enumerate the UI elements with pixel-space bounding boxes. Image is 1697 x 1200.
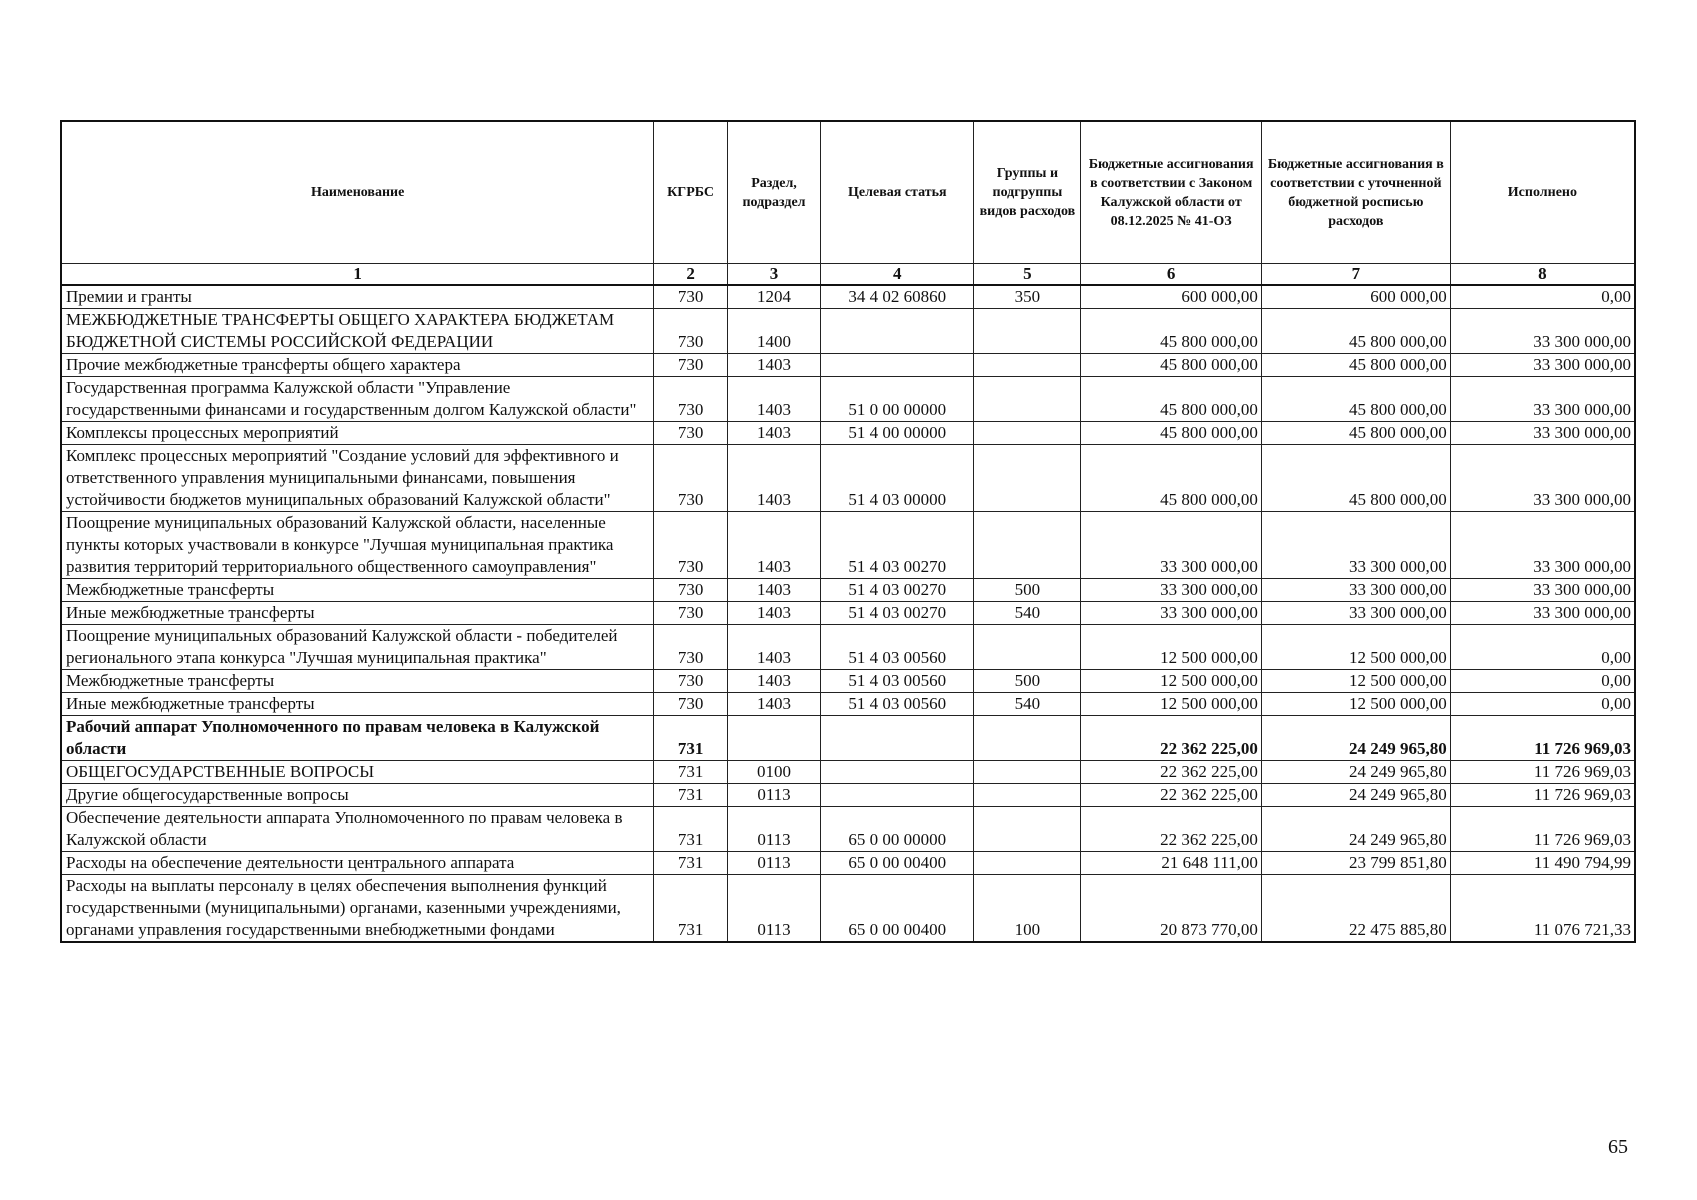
budget-table-container: [60, 120, 1636, 943]
row-group: 540: [974, 693, 1081, 716]
row-name: Расходы на обеспечение деятельности центрального аппарата: [61, 852, 654, 875]
table-row: [61, 875, 1635, 943]
row-target: 65 0 00 00400: [821, 875, 974, 943]
row-section: 1204: [727, 285, 820, 309]
row-refined-amount: 24 249 965,80: [1261, 761, 1450, 784]
table-row: [61, 354, 1635, 377]
header-refined: Бюджетные ассигнования в соответствии с уточненной бюджетной росписью расходов: [1261, 121, 1450, 264]
row-target: 51 4 03 00560: [821, 693, 974, 716]
row-target: [821, 716, 974, 761]
row-section: 0113: [727, 807, 820, 852]
row-target: 51 4 03 00560: [821, 670, 974, 693]
row-refined-amount: 600 000,00: [1261, 285, 1450, 309]
row-done-amount: 33 300 000,00: [1450, 579, 1635, 602]
row-law-amount: 45 800 000,00: [1081, 422, 1261, 445]
row-name: Государственная программа Калужской области "Управление государственными финансами и государственным долгом Калужской области": [61, 377, 654, 422]
table-row: [61, 852, 1635, 875]
column-number: 3: [727, 264, 820, 286]
row-kgrbs: 731: [654, 784, 727, 807]
row-refined-amount: 22 475 885,80: [1261, 875, 1450, 943]
row-done-amount: 11 076 721,33: [1450, 875, 1635, 943]
row-section: 0100: [727, 761, 820, 784]
row-law-amount: 22 362 225,00: [1081, 716, 1261, 761]
row-target: 51 4 03 00270: [821, 602, 974, 625]
row-refined-amount: 24 249 965,80: [1261, 784, 1450, 807]
row-kgrbs: 730: [654, 579, 727, 602]
row-kgrbs: 730: [654, 285, 727, 309]
row-done-amount: 0,00: [1450, 670, 1635, 693]
row-kgrbs: 731: [654, 875, 727, 943]
row-name: Расходы на выплаты персоналу в целях обеспечения выполнения функций государственными (муниципальными) органами, казенными учреждениями, органами управления государственными внебюджетными фондами: [61, 875, 654, 943]
row-target: 34 4 02 60860: [821, 285, 974, 309]
row-law-amount: 12 500 000,00: [1081, 670, 1261, 693]
table-row: [61, 693, 1635, 716]
row-group: [974, 354, 1081, 377]
row-section: 0113: [727, 852, 820, 875]
table-row: [61, 422, 1635, 445]
row-refined-amount: 12 500 000,00: [1261, 693, 1450, 716]
row-group: 500: [974, 670, 1081, 693]
row-done-amount: 11 726 969,03: [1450, 807, 1635, 852]
row-target: 51 0 00 00000: [821, 377, 974, 422]
row-kgrbs: 730: [654, 670, 727, 693]
row-group: [974, 309, 1081, 354]
row-done-amount: 33 300 000,00: [1450, 309, 1635, 354]
row-law-amount: 33 300 000,00: [1081, 602, 1261, 625]
row-group: [974, 377, 1081, 422]
row-target: 65 0 00 00000: [821, 807, 974, 852]
row-refined-amount: 12 500 000,00: [1261, 625, 1450, 670]
row-kgrbs: 730: [654, 354, 727, 377]
row-section: 1403: [727, 445, 820, 512]
row-kgrbs: 730: [654, 512, 727, 579]
row-target: 51 4 00 00000: [821, 422, 974, 445]
row-name: Комплексы процессных мероприятий: [61, 422, 654, 445]
row-group: [974, 784, 1081, 807]
row-law-amount: 21 648 111,00: [1081, 852, 1261, 875]
row-name: Рабочий аппарат Уполномоченного по правам человека в Калужской области: [61, 716, 654, 761]
column-number: 1: [61, 264, 654, 286]
row-name: Премии и гранты: [61, 285, 654, 309]
row-name: Иные межбюджетные трансферты: [61, 693, 654, 716]
row-group: 350: [974, 285, 1081, 309]
row-name: Иные межбюджетные трансферты: [61, 602, 654, 625]
row-kgrbs: 730: [654, 309, 727, 354]
row-name: Обеспечение деятельности аппарата Уполномоченного по правам человека в Калужской области: [61, 807, 654, 852]
row-target: 51 4 03 00000: [821, 445, 974, 512]
header-done: Исполнено: [1450, 121, 1635, 264]
row-done-amount: 33 300 000,00: [1450, 512, 1635, 579]
row-section: 0113: [727, 875, 820, 943]
row-kgrbs: 730: [654, 693, 727, 716]
row-refined-amount: 45 800 000,00: [1261, 377, 1450, 422]
row-section: [727, 716, 820, 761]
row-target: 51 4 03 00270: [821, 579, 974, 602]
header-kgrbs: КГРБС: [654, 121, 727, 264]
table-row: [61, 309, 1635, 354]
row-group: 100: [974, 875, 1081, 943]
row-target: 51 4 03 00270: [821, 512, 974, 579]
row-group: [974, 761, 1081, 784]
row-law-amount: 45 800 000,00: [1081, 354, 1261, 377]
table-body: [61, 285, 1635, 942]
row-name: Поощрение муниципальных образований Калужской области, населенные пункты которых участвовали в конкурсе "Лучшая муниципальная практика развития территорий территориального общественного самоуправления": [61, 512, 654, 579]
row-done-amount: 11 490 794,99: [1450, 852, 1635, 875]
row-kgrbs: 730: [654, 602, 727, 625]
table-row: [61, 445, 1635, 512]
row-target: [821, 784, 974, 807]
row-target: [821, 309, 974, 354]
row-refined-amount: 23 799 851,80: [1261, 852, 1450, 875]
row-law-amount: 12 500 000,00: [1081, 625, 1261, 670]
row-done-amount: 11 726 969,03: [1450, 784, 1635, 807]
row-done-amount: 33 300 000,00: [1450, 445, 1635, 512]
row-kgrbs: 731: [654, 761, 727, 784]
row-name: Поощрение муниципальных образований Калужской области - победителей регионального этапа конкурса "Лучшая муниципальная практика": [61, 625, 654, 670]
table-row: [61, 716, 1635, 761]
row-refined-amount: 33 300 000,00: [1261, 579, 1450, 602]
row-refined-amount: 45 800 000,00: [1261, 354, 1450, 377]
row-kgrbs: 731: [654, 852, 727, 875]
row-refined-amount: 45 800 000,00: [1261, 445, 1450, 512]
row-done-amount: 0,00: [1450, 625, 1635, 670]
row-name: Межбюджетные трансферты: [61, 579, 654, 602]
row-name: Другие общегосударственные вопросы: [61, 784, 654, 807]
row-name: Комплекс процессных мероприятий "Создание условий для эффективного и ответственного управления муниципальными финансами, повышения устойчивости бюджетов муниципальных образований Калужской области": [61, 445, 654, 512]
row-section: 1403: [727, 512, 820, 579]
page-number: 65: [1608, 1136, 1628, 1158]
row-name: Межбюджетные трансферты: [61, 670, 654, 693]
row-done-amount: 33 300 000,00: [1450, 422, 1635, 445]
column-number: 8: [1450, 264, 1635, 286]
column-number: 2: [654, 264, 727, 286]
row-refined-amount: 24 249 965,80: [1261, 807, 1450, 852]
header-section: Раздел, подраздел: [727, 121, 820, 264]
row-refined-amount: 45 800 000,00: [1261, 422, 1450, 445]
row-law-amount: 12 500 000,00: [1081, 693, 1261, 716]
row-group: [974, 512, 1081, 579]
row-kgrbs: 730: [654, 422, 727, 445]
row-section: 1403: [727, 625, 820, 670]
column-number: 5: [974, 264, 1081, 286]
row-section: 1403: [727, 354, 820, 377]
row-done-amount: 0,00: [1450, 693, 1635, 716]
table-row: [61, 670, 1635, 693]
row-name: МЕЖБЮДЖЕТНЫЕ ТРАНСФЕРТЫ ОБЩЕГО ХАРАКТЕРА БЮДЖЕТАМ БЮДЖЕТНОЙ СИСТЕМЫ РОССИЙСКОЙ ФЕДЕРАЦИИ: [61, 309, 654, 354]
row-section: 1403: [727, 693, 820, 716]
row-refined-amount: 45 800 000,00: [1261, 309, 1450, 354]
row-group: [974, 852, 1081, 875]
row-section: 1403: [727, 670, 820, 693]
row-kgrbs: 731: [654, 807, 727, 852]
row-section: 1403: [727, 422, 820, 445]
row-kgrbs: 730: [654, 625, 727, 670]
row-law-amount: 33 300 000,00: [1081, 579, 1261, 602]
row-done-amount: 33 300 000,00: [1450, 377, 1635, 422]
budget-table: [60, 120, 1636, 943]
table-row: [61, 784, 1635, 807]
row-group: [974, 716, 1081, 761]
table-row: [61, 761, 1635, 784]
row-law-amount: 45 800 000,00: [1081, 377, 1261, 422]
row-group: [974, 445, 1081, 512]
header-row: [61, 121, 1635, 264]
column-number: 6: [1081, 264, 1261, 286]
table-row: [61, 807, 1635, 852]
row-done-amount: 11 726 969,03: [1450, 761, 1635, 784]
table-row: [61, 285, 1635, 309]
row-law-amount: 22 362 225,00: [1081, 807, 1261, 852]
row-target: 51 4 03 00560: [821, 625, 974, 670]
row-law-amount: 45 800 000,00: [1081, 445, 1261, 512]
row-section: 1403: [727, 579, 820, 602]
row-kgrbs: 730: [654, 377, 727, 422]
row-refined-amount: 24 249 965,80: [1261, 716, 1450, 761]
header-name: Наименование: [61, 121, 654, 264]
table-row: [61, 625, 1635, 670]
row-group: 540: [974, 602, 1081, 625]
table-row: [61, 602, 1635, 625]
row-kgrbs: 730: [654, 445, 727, 512]
row-law-amount: 22 362 225,00: [1081, 761, 1261, 784]
row-law-amount: 33 300 000,00: [1081, 512, 1261, 579]
header-group: Группы и подгруппы видов расходов: [974, 121, 1081, 264]
row-group: [974, 422, 1081, 445]
row-refined-amount: 33 300 000,00: [1261, 602, 1450, 625]
row-refined-amount: 12 500 000,00: [1261, 670, 1450, 693]
row-done-amount: 0,00: [1450, 285, 1635, 309]
table-row: [61, 579, 1635, 602]
row-group: [974, 625, 1081, 670]
row-kgrbs: 731: [654, 716, 727, 761]
header-target: Целевая статья: [821, 121, 974, 264]
row-law-amount: 45 800 000,00: [1081, 309, 1261, 354]
row-target: 65 0 00 00400: [821, 852, 974, 875]
column-numbers-row: [61, 264, 1635, 286]
row-target: [821, 354, 974, 377]
row-done-amount: 11 726 969,03: [1450, 716, 1635, 761]
table-row: [61, 377, 1635, 422]
row-done-amount: 33 300 000,00: [1450, 354, 1635, 377]
row-section: 0113: [727, 784, 820, 807]
row-target: [821, 761, 974, 784]
column-number: 4: [821, 264, 974, 286]
row-section: 1400: [727, 309, 820, 354]
row-done-amount: 33 300 000,00: [1450, 602, 1635, 625]
table-row: [61, 512, 1635, 579]
row-group: [974, 807, 1081, 852]
column-number: 7: [1261, 264, 1450, 286]
row-law-amount: 600 000,00: [1081, 285, 1261, 309]
row-law-amount: 20 873 770,00: [1081, 875, 1261, 943]
row-refined-amount: 33 300 000,00: [1261, 512, 1450, 579]
row-section: 1403: [727, 377, 820, 422]
row-law-amount: 22 362 225,00: [1081, 784, 1261, 807]
header-law: Бюджетные ассигнования в соответствии с Законом Калужской области от 08.12.2025 № 41-ОЗ: [1081, 121, 1261, 264]
row-name: Прочие межбюджетные трансферты общего характера: [61, 354, 654, 377]
row-name: ОБЩЕГОСУДАРСТВЕННЫЕ ВОПРОСЫ: [61, 761, 654, 784]
row-section: 1403: [727, 602, 820, 625]
row-group: 500: [974, 579, 1081, 602]
